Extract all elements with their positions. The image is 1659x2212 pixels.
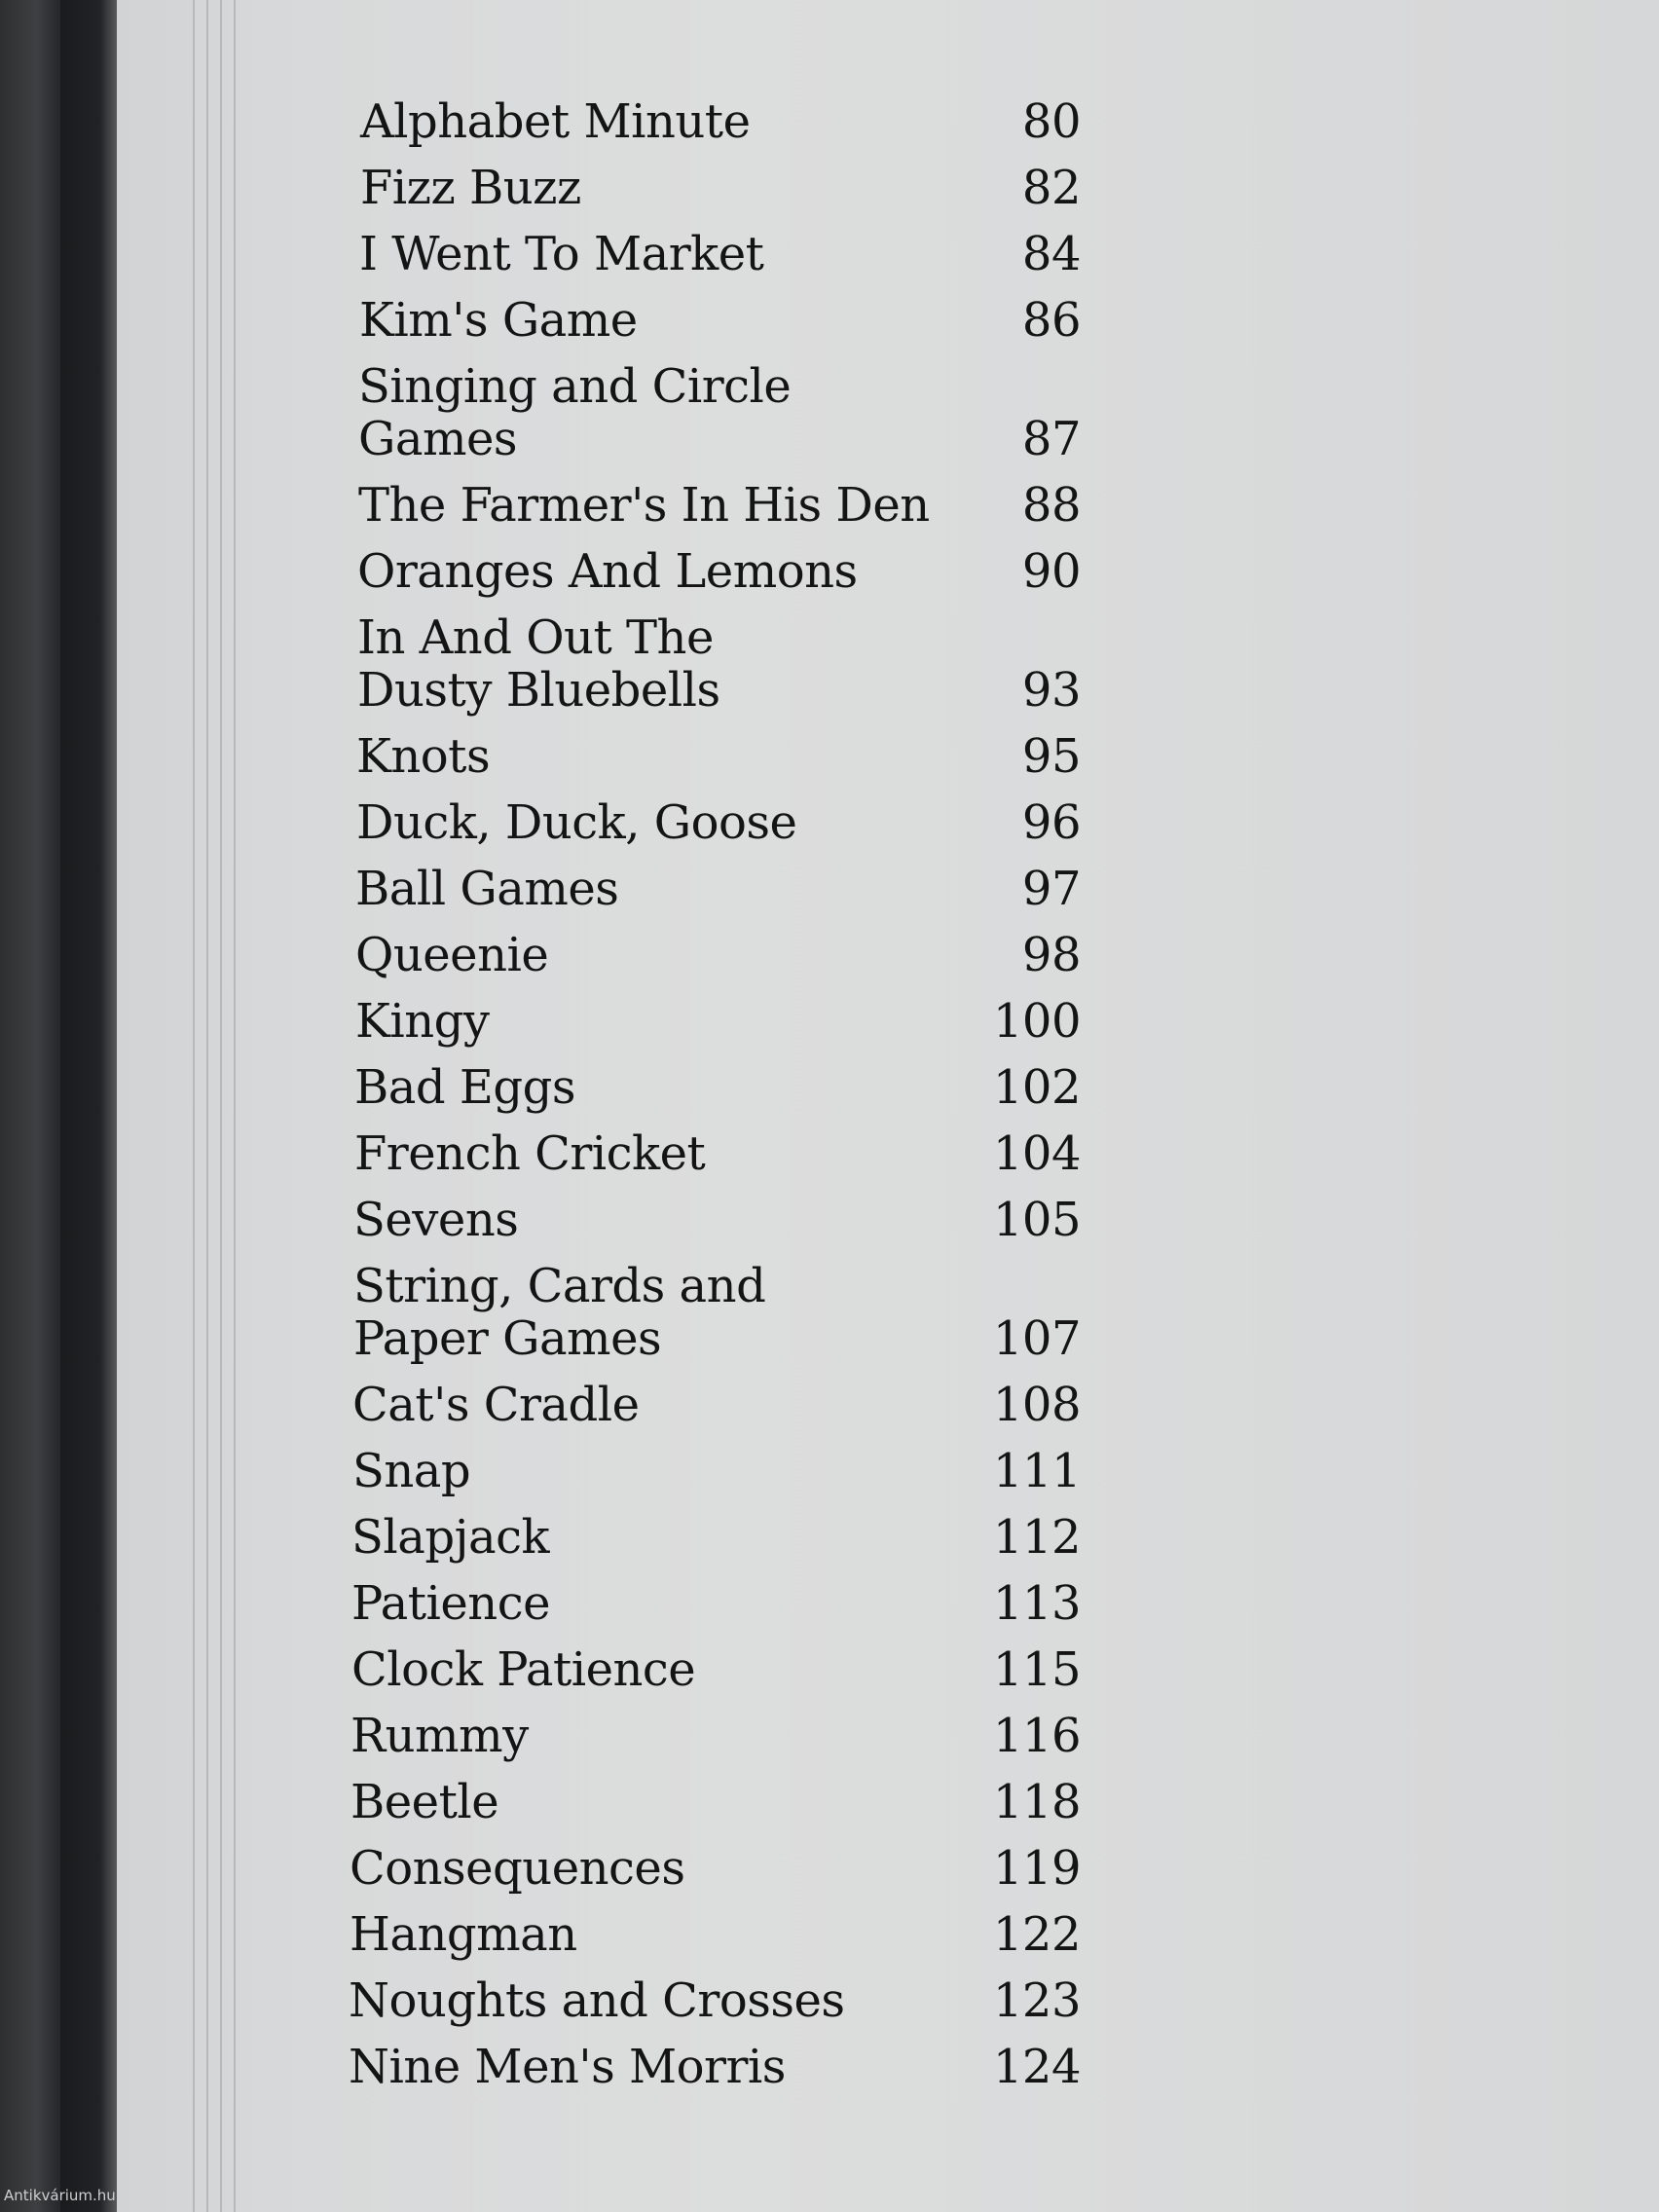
toc-entry-title: Singing and Circle Games — [358, 359, 792, 466]
toc-entry-page-number: 86 — [1021, 293, 1081, 348]
page-edge-line — [220, 0, 222, 2212]
toc-entry-title: Slapjack — [351, 1510, 550, 1565]
toc-entry-title: In And Out The — [357, 610, 714, 665]
toc-entry-page-number: 104 — [992, 1126, 1081, 1181]
toc-entry-page-number: 113 — [992, 1576, 1081, 1631]
table-of-contents — [349, 94, 1081, 2094]
toc-entry-title: Bad Eggs — [354, 1060, 575, 1115]
toc-entry-title: Clock Patience — [351, 1642, 696, 1697]
toc-entry-page-number: 112 — [992, 1510, 1081, 1565]
toc-entry — [350, 1842, 1081, 1895]
toc-entry-title: Kingy — [355, 994, 490, 1049]
toc-entry — [353, 1194, 1081, 1246]
page-edge-line — [234, 0, 236, 2212]
toc-entry — [349, 1974, 1081, 2027]
toc-entry — [355, 863, 1081, 915]
toc-entry — [354, 1061, 1081, 1114]
toc-entry-title: String, Cards and — [353, 1259, 766, 1313]
toc-entry-title: Duck, Duck, Goose — [356, 795, 797, 850]
toc-entry-title: Beetle — [350, 1775, 499, 1829]
toc-entry — [358, 479, 1081, 532]
toc-entry-page-number: 97 — [1021, 862, 1081, 916]
toc-entry — [350, 1776, 1081, 1828]
toc-entry — [355, 929, 1081, 981]
toc-entry-title: Kim's Game — [359, 293, 638, 348]
toc-entry — [349, 2041, 1081, 2093]
toc-entry — [357, 611, 1081, 717]
toc-entry-title: French Cricket — [354, 1126, 706, 1181]
toc-entry — [350, 1710, 1081, 1762]
toc-entry — [353, 1260, 1081, 1365]
toc-entry-page-number: 119 — [992, 1841, 1081, 1896]
toc-entry-title: I Went To Market — [359, 227, 764, 281]
toc-entry-title: Ball Games — [355, 862, 619, 916]
toc-entry — [351, 1511, 1081, 1564]
toc-entry — [356, 730, 1081, 783]
toc-entry — [352, 1445, 1081, 1497]
toc-entry-title: Hangman — [350, 1907, 577, 1962]
toc-entry-page-number: 82 — [1021, 161, 1081, 215]
watermark: Antikvárium.hu — [4, 2187, 116, 2204]
toc-entry-title: Fizz Buzz — [360, 161, 581, 215]
toc-entry-page-number: 95 — [1021, 729, 1081, 784]
toc-entry-title: Alphabet Minute — [360, 94, 751, 149]
toc-entry-title-continued: Paper Games — [353, 1311, 662, 1366]
toc-entry-page-number: 111 — [992, 1444, 1081, 1498]
toc-entry-page-number: 87 — [1021, 412, 1081, 466]
toc-entry-title-continued: Dusty Bluebells — [357, 663, 720, 718]
toc-entry-page-number: 122 — [992, 1907, 1081, 1962]
page-edge-line — [193, 0, 195, 2212]
toc-entry-title: Patience — [351, 1576, 551, 1631]
toc-entry-title: The Farmer's In His Den — [358, 478, 930, 533]
toc-entry-page-number: 96 — [1021, 795, 1081, 850]
toc-entry-page-number: 100 — [992, 994, 1081, 1049]
toc-entry-title: Queenie — [355, 928, 549, 982]
toc-entry — [355, 995, 1081, 1048]
toc-entry — [358, 360, 1081, 465]
toc-entry — [360, 95, 1081, 148]
toc-entry-page-number: 102 — [992, 1060, 1081, 1115]
toc-entry — [351, 1643, 1081, 1696]
page-edge-line — [206, 0, 208, 2212]
toc-entry-title: Snap — [352, 1444, 471, 1498]
toc-entry-title: Oranges And Lemons — [357, 544, 858, 599]
book-spine — [0, 0, 60, 2212]
toc-entry — [351, 1577, 1081, 1630]
toc-entry-page-number: 116 — [992, 1709, 1081, 1763]
toc-entry-title: Consequences — [350, 1841, 685, 1896]
toc-entry-title: Noughts and Crosses — [349, 1973, 845, 2028]
toc-entry-page-number: 108 — [992, 1378, 1081, 1432]
toc-entry-page-number: 105 — [992, 1193, 1081, 1247]
toc-entry-title: Sevens — [353, 1193, 519, 1247]
toc-entry-page-number: 93 — [1021, 663, 1081, 718]
toc-entry-title: Rummy — [350, 1709, 529, 1763]
toc-entry-page-number: 90 — [1021, 544, 1081, 599]
toc-entry-page-number: 115 — [992, 1642, 1081, 1697]
toc-entry — [359, 228, 1081, 280]
toc-entry — [360, 162, 1081, 214]
toc-entry-page-number: 88 — [1021, 478, 1081, 533]
toc-entry-page-number: 84 — [1021, 227, 1081, 281]
toc-entry — [350, 1908, 1081, 1961]
toc-entry-page-number: 107 — [992, 1311, 1081, 1366]
toc-entry-page-number: 80 — [1021, 94, 1081, 149]
toc-entry-page-number: 118 — [992, 1775, 1081, 1829]
toc-entry-page-number: 124 — [992, 2040, 1081, 2094]
toc-entry-title: Cat's Cradle — [352, 1378, 640, 1432]
toc-entry — [356, 796, 1081, 849]
toc-entry-title: Nine Men's Morris — [349, 2040, 786, 2094]
toc-entry — [357, 545, 1081, 598]
toc-entry — [354, 1127, 1081, 1180]
toc-entry — [359, 294, 1081, 347]
toc-entry — [352, 1379, 1081, 1431]
toc-entry-page-number: 98 — [1021, 928, 1081, 982]
toc-entry-title: Knots — [356, 729, 491, 784]
book-gutter — [60, 0, 117, 2212]
toc-entry-page-number: 123 — [992, 1973, 1081, 2028]
